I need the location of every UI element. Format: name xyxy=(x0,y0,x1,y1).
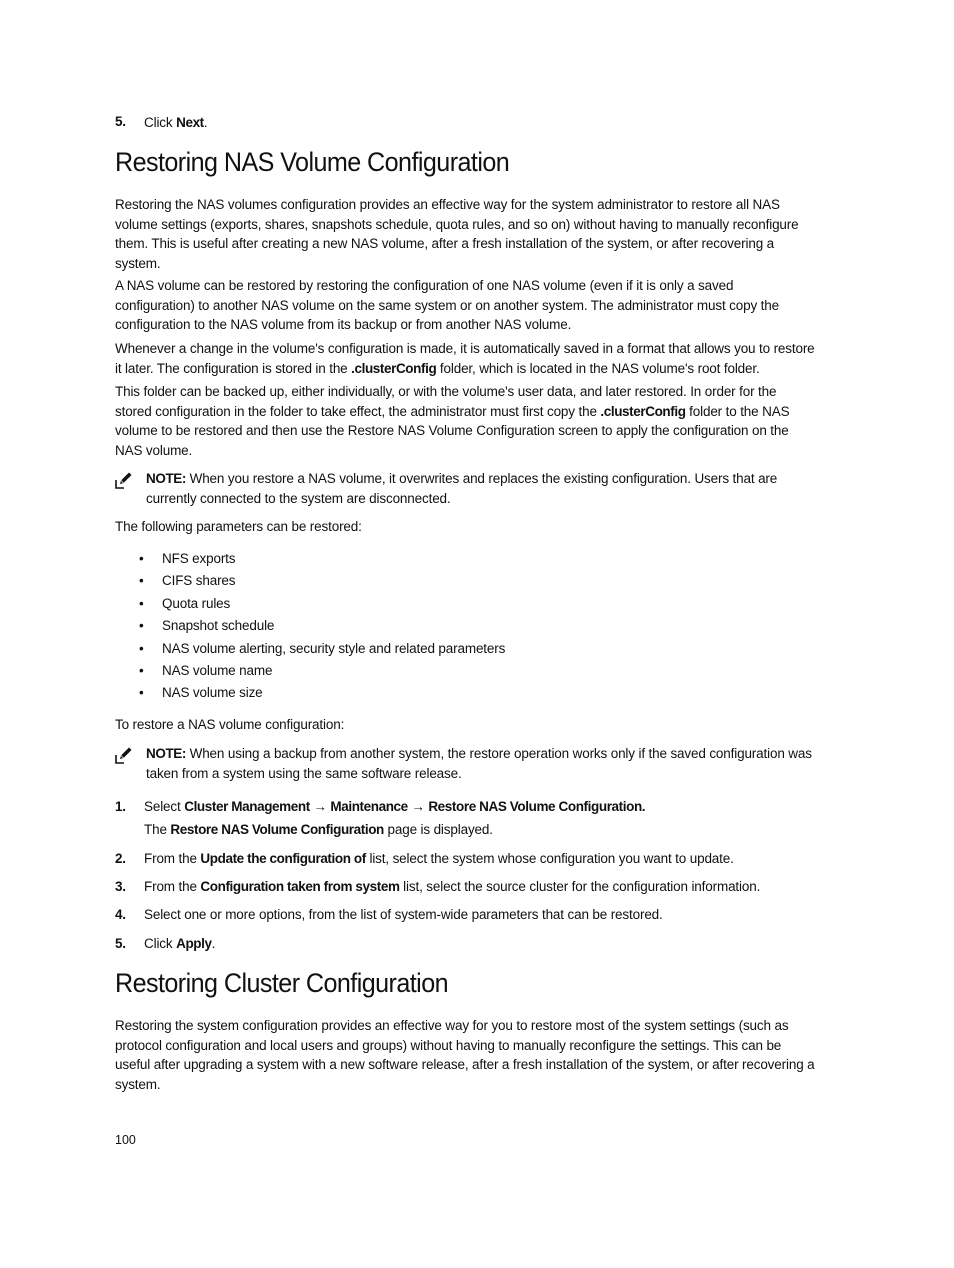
section-title-restore-nas: Restoring NAS Volume Configuration xyxy=(115,147,510,177)
parameters-list xyxy=(115,548,715,705)
list-item: • Quota rules xyxy=(115,593,715,615)
pencil-note-icon xyxy=(115,746,133,764)
note-text: NOTE: When using a backup from another system, the restore operation works only if the saved configuration was taken from a system using the same software release. xyxy=(146,746,812,781)
paragraph: This folder can be backed up, either individually, or with the volume's user data, and later restored. In order for the stored configuration in the folder to take effect, the administrator must first copy the .clusterConfig folder to the NAS volume to be restored and then use the Restore NAS Volume Configuration screen to apply the configuration on the NAS volume. xyxy=(115,384,790,458)
list-item: • CIFS shares xyxy=(115,570,715,592)
step-text: Click Apply. xyxy=(144,936,216,951)
list-item: • NAS volume name xyxy=(115,660,715,682)
section-title-restore-cluster: Restoring Cluster Configuration xyxy=(115,968,449,998)
note-text: NOTE: When you restore a NAS volume, it overwrites and replaces the existing configuration. Users that are currently connected to the system are disconnected. xyxy=(146,471,778,506)
step-number: 4. xyxy=(115,907,126,922)
step-number: 1. xyxy=(115,799,126,814)
paragraph: Restoring the NAS volumes configuration provides an effective way for the system administrator to restore all NAS volume settings (exports, shares, snapshots schedule, quota rules, and so on) without having to manually reconfigure them. This is useful after creating a new NAS volume, after a fresh installation of the system, or after recovering a system. xyxy=(115,197,799,271)
page-number: 100 xyxy=(115,1133,136,1147)
step-text: Select one or more options, from the list of system-wide parameters that can be restored. xyxy=(144,907,663,922)
paragraph: Restoring the system configuration provides an effective way for you to restore most of the system settings (such as protocol configuration and local users and groups) without having to manually reconfigure the settings. This can be useful after upgrading a system with a new software release, after a fresh installation of the system, or after recovering a system. xyxy=(115,1018,815,1092)
list-item: • NAS volume size xyxy=(115,682,715,704)
step-number: 2. xyxy=(115,851,126,866)
step-text: Click Next. xyxy=(144,115,208,130)
paragraph: Whenever a change in the volume's configuration is made, it is automatically saved in a format that allows you to restore it later. The configuration is stored in the .clusterConfig folder, which is located in the NAS volume's root folder. xyxy=(115,341,815,376)
step-text: From the Configuration taken from system list, select the source cluster for the configuration information. xyxy=(144,879,761,894)
step-number: 3. xyxy=(115,879,126,894)
step-result: The Restore NAS Volume Configuration page is displayed. xyxy=(144,822,493,837)
step-text: Select Cluster Management → Maintenance → Restore NAS Volume Configuration. xyxy=(144,799,646,814)
step-number: 5. xyxy=(115,114,126,129)
list-item: • Snapshot schedule xyxy=(115,615,715,637)
step-text: From the Update the configuration of list, select the system whose configuration you want to update. xyxy=(144,851,734,866)
paragraph: To restore a NAS volume configuration: xyxy=(115,717,345,732)
list-item: • NAS volume alerting, security style and related parameters xyxy=(115,638,715,660)
paragraph: A NAS volume can be restored by restoring the configuration of one NAS volume (even if it is only a saved configuration) to another NAS volume on the same system or on another system. The administrator must copy the configuration to the NAS volume from its backup or from another NAS volume. xyxy=(115,278,779,333)
step-number: 5. xyxy=(115,936,126,951)
pencil-note-icon xyxy=(115,471,133,489)
list-item: • NFS exports xyxy=(115,548,715,570)
paragraph: The following parameters can be restored: xyxy=(115,519,362,534)
